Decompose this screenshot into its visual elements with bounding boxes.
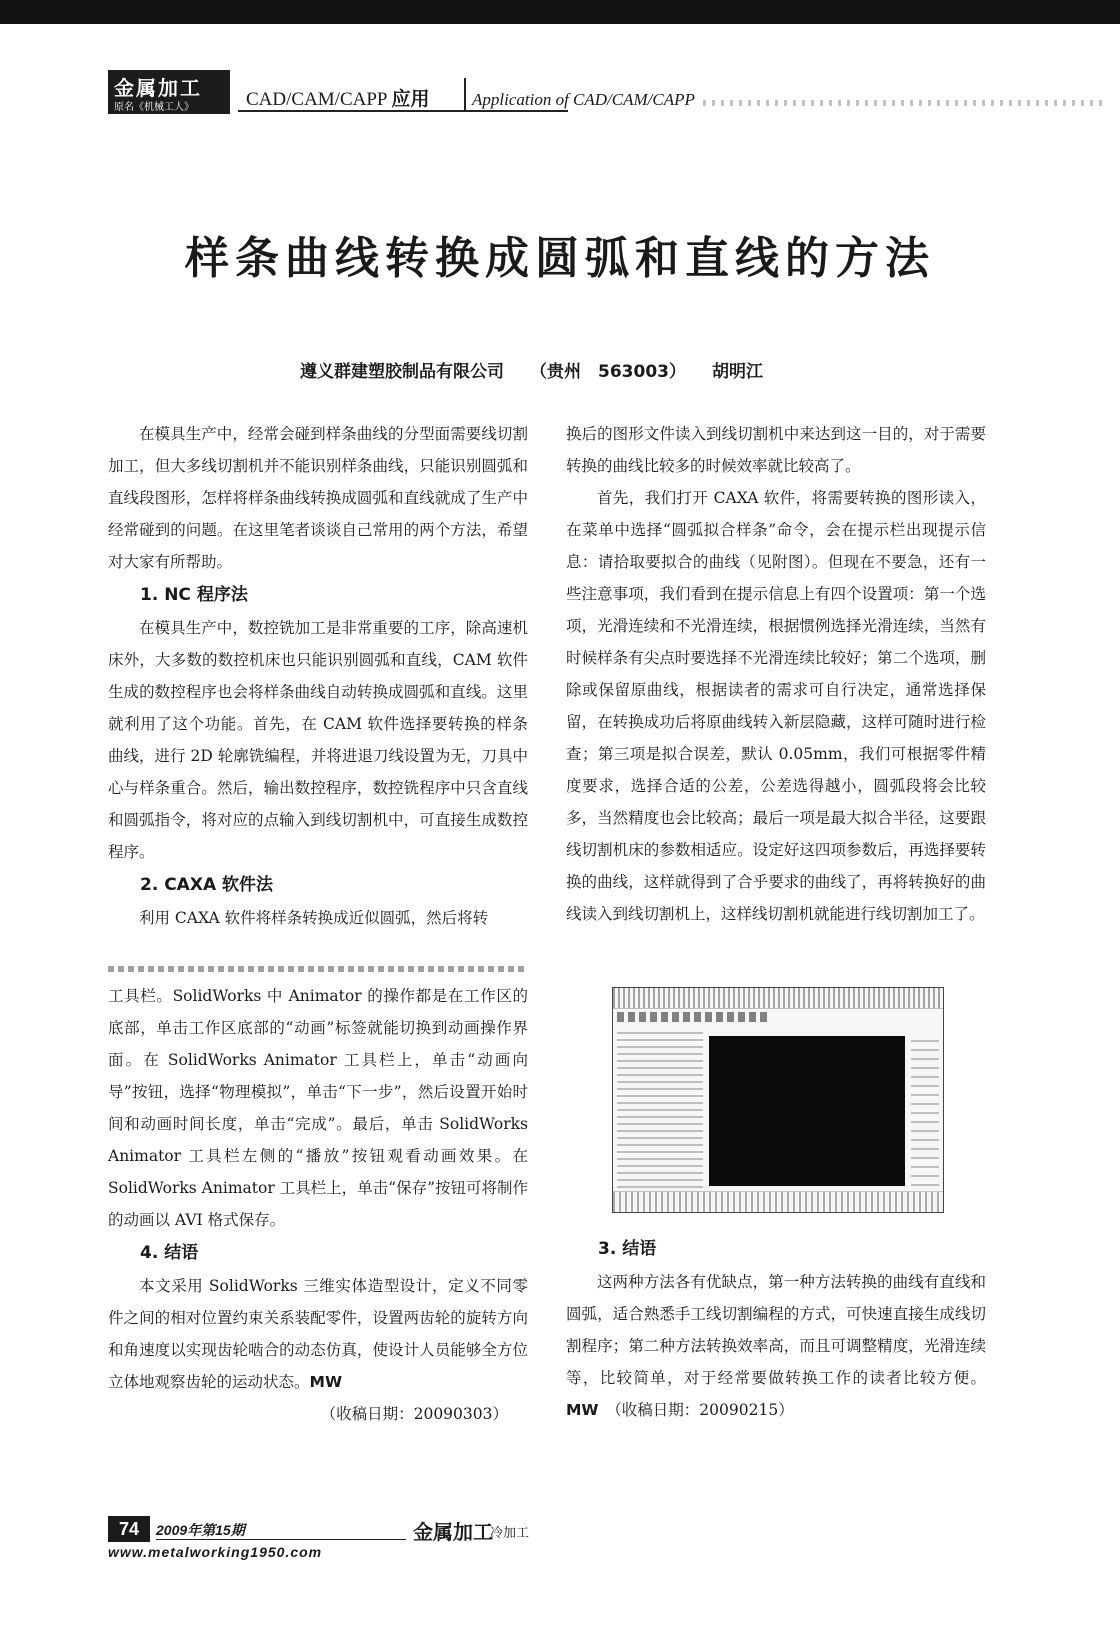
issue-info: 2009年第15期 — [156, 1522, 245, 1538]
paragraph: 工具栏。SolidWorks 中 Animator 的操作都是在工作区的底部，单击工作区底部的“动画”标签就能切换到动画操作界面。在 SolidWorks Animator 工具栏上，单击“动画向导”按钮，选择“物理模拟”，单击“下一步”，然后设置开始时间和动画时间长度，单击“完成”。最后，单击 SolidWorks Animator 工具栏左侧的“播放”按钮观看动画效果。在 SolidWorks Animator 工具栏上，单击“保存”按钮可将制作的动画以 AVI 格式保存。 — [108, 987, 528, 1229]
figure-toolbar — [617, 1012, 767, 1022]
header-divider — [464, 78, 466, 112]
paragraph: 换后的图形文件读入到线切割机中来达到这一目的，对于需要转换的曲线比较多的时候效率就比较高了。 — [566, 425, 986, 475]
page-number: 74 — [108, 1516, 150, 1542]
author-line — [300, 357, 860, 382]
received-date: （收稿日期：20090215） — [614, 1401, 794, 1419]
footer-brand-logo: 金属加工 — [413, 1520, 493, 1544]
paragraph: 首先，我们打开 CAXA 软件，将需要转换的图形读入，在菜单中选择“圆弧拟合样条”命令，会在提示栏出现提示信息：请拾取要拟合的曲线（见附图）。但现在不要急，还有一些注意事项，我们看到在提示信息上有四个设置项：第一个选项，光滑连续和不光滑连续，根据惯例选择光滑连续，当然有时候样条有尖点时要选择不光滑连续比较好；第二个选项，删除或保留原曲线，根据读者的需求可自行决定，通常选择保留，在转换成功后将原曲线转入新层隐藏，这样可随时进行检查；第三项是拟合误差，默认 0.05mm，我们可根据零件精度要求，选择合适的公差，公差选得越小，圆弧段将会比较多，当然精度也会比较高；最后一项是最大拟合半径，这要跟线切割机床的参数相适应。设定好这四项参数后，再选择要转换的曲线，这样就得到了合乎要求的曲线了，再将转换好的曲线读入到线切割机上，这样线切割机就能进行线切割加工了。 — [566, 489, 986, 923]
right-column-top — [566, 418, 986, 930]
mw-mark: MW — [309, 1373, 343, 1391]
section-underline — [238, 110, 568, 112]
website-link[interactable]: www.metalworking1950.com — [108, 1544, 323, 1560]
top-border-bar — [0, 0, 1120, 24]
paragraph — [108, 1270, 528, 1398]
paragraph: 在模具生产中，数控铣加工是非常重要的工序，除高速机床外，大多数的数控机床也只能识别圆弧和直线，CAM 软件生成的数控程序也会将样条曲线自动转换成圆弧和直线。这里就利用了这个功能。首先，在 CAM 软件选择要转换的样条曲线，进行 2D 轮廓铣编程，并将进退刀线设置为无，刀具中心与样条重合。然后，输出数控程序，数控铣程序中只含直线和圆弧指令，将对应的点输入到线切割机中，可直接生成数控程序。 — [108, 619, 528, 861]
section-heading: 1. NC 程序法 — [140, 585, 248, 605]
paragraph-text: 本文采用 SolidWorks 三维实体造型设计，定义不同零件之间的相对位置约束关系装配零件，设置两齿轮的旋转方向和角速度以实现齿轮啮合的动态仿真，使设计人员能够全方位立体地观察齿轮的运动状态。 — [108, 1277, 528, 1391]
journal-logo — [108, 70, 230, 114]
author-name: 胡明江 — [711, 362, 763, 382]
section-title-prefix: CAD/CAM/CAPP — [246, 89, 392, 110]
figure-tool-panel — [911, 1036, 939, 1186]
footer-brand-sub: 冷加工 — [490, 1526, 530, 1541]
right-column-bottom — [566, 1232, 986, 1426]
paragraph: 利用 CAXA 软件将样条转换成近似圆弧，然后将转 — [139, 909, 489, 927]
paragraph: 在模具生产中，经常会碰到样条曲线的分型面需要线切割加工，但大多线切割机并不能识别样条曲线，只能识别圆弧和直线段图形，怎样将样条曲线转换成圆弧和直线就成了生产中经常碰到的问题。在这里笔者谈谈自己常用的两个方法，希望对大家有所帮助。 — [108, 425, 528, 571]
left-column-bottom — [108, 980, 528, 1430]
figure-status-bar — [613, 1191, 943, 1212]
caxa-screenshot-figure — [612, 987, 944, 1213]
section-heading: 3. 结语 — [598, 1239, 657, 1259]
section-title-en: Application of CAD/CAM/CAPP — [472, 90, 695, 109]
journal-logo-text: 金属加工 — [114, 76, 202, 100]
section-title-suffix: 应用 — [391, 88, 430, 110]
figure-properties-panel — [617, 1028, 703, 1188]
section-heading: 2. CAXA 软件法 — [140, 875, 274, 895]
article-title: 样条曲线转换成圆弧和直线的方法 — [185, 233, 935, 284]
received-date: （收稿日期：20090303） — [320, 1405, 508, 1423]
affiliation: 遵义群建塑胶制品有限公司 — [300, 362, 504, 382]
location: （贵州 563003） — [530, 362, 686, 382]
running-header — [108, 66, 1108, 116]
left-column-top — [108, 418, 528, 934]
figure-menubar — [613, 988, 943, 1009]
journal-former-name: 原名《机械工人》 — [114, 102, 194, 113]
section-heading: 4. 结语 — [140, 1243, 199, 1263]
article-separator — [108, 966, 528, 972]
footer-rule — [156, 1539, 406, 1540]
page-footer — [108, 1516, 608, 1566]
section-title-cn — [246, 84, 430, 111]
header-dotted-rule — [703, 100, 1103, 106]
figure-drawing-canvas — [709, 1036, 905, 1186]
paragraph-text: 这两种方法各有优缺点，第一种方法转换的曲线有直线和圆弧，适合熟悉手工线切割编程的方式，可快速直接生成线切割程序；第二种方法转换效率高，而且可调整精度，光滑连续等，比较简单，对于经常要做转换工作的读者比较方便。 — [566, 1273, 986, 1387]
paragraph — [566, 1266, 986, 1426]
mw-mark: MW — [566, 1401, 599, 1419]
